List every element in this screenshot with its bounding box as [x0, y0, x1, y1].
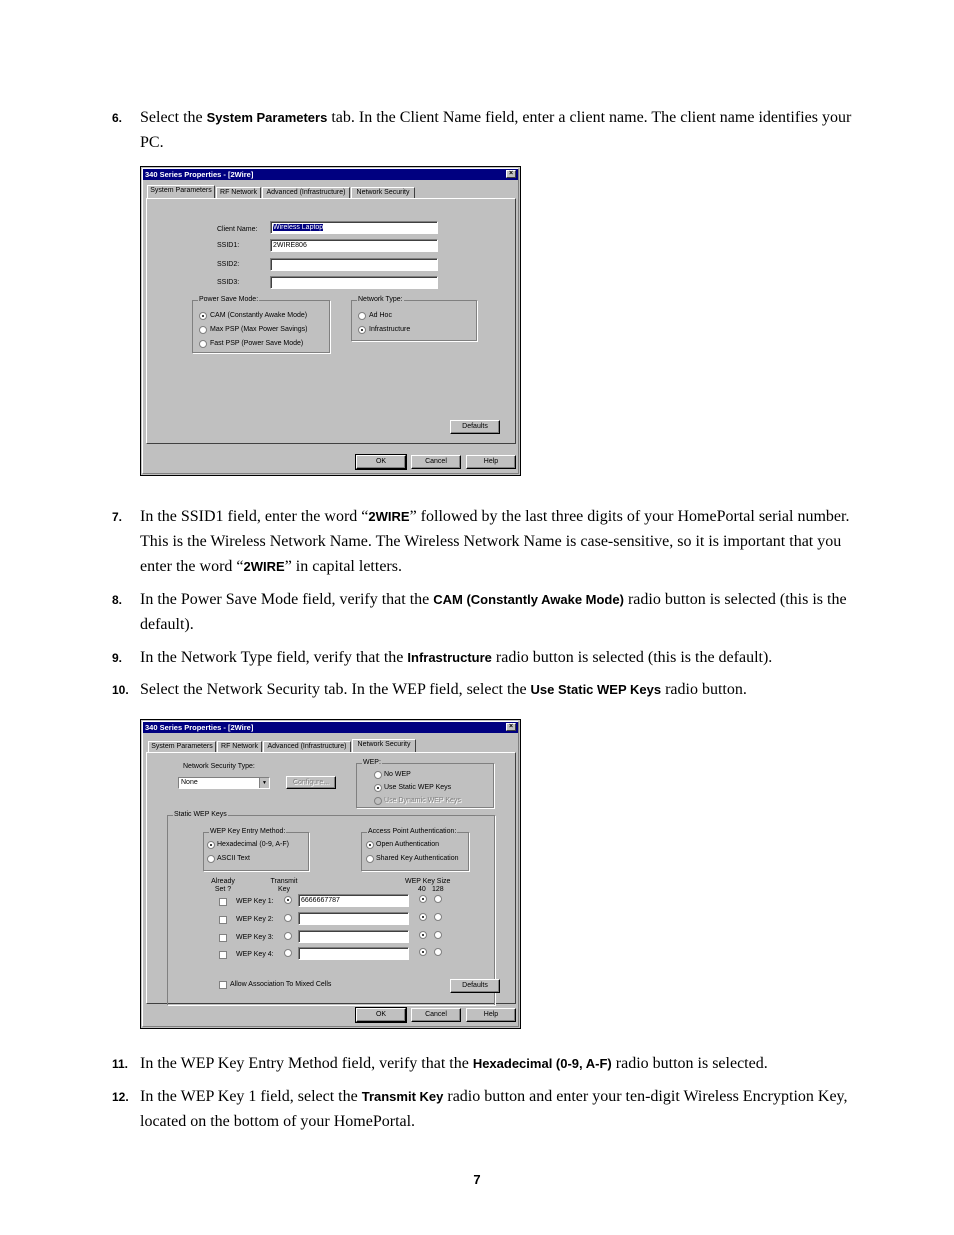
tab-rf-network[interactable]: RF Network — [217, 741, 262, 752]
step-8 — [112, 587, 852, 637]
tab-panel — [146, 198, 516, 444]
infrastructure-radio[interactable] — [358, 326, 366, 334]
tab-network-security[interactable]: Network Security — [351, 187, 415, 198]
wep-group — [356, 759, 494, 808]
already-set-header: Already Set ? — [211, 878, 235, 893]
step-number: 9. — [112, 651, 123, 665]
step-12 — [112, 1084, 852, 1134]
title-bar — [143, 722, 518, 733]
no-wep-radio[interactable] — [374, 771, 382, 779]
access-point-authentication-label: Access Point Authentication: — [368, 828, 457, 835]
ssid1-label: SSID1: — [217, 242, 240, 249]
defaults-button[interactable]: Defaults — [450, 420, 500, 434]
step-number: 12. — [112, 1090, 129, 1104]
close-icon[interactable]: × — [506, 723, 516, 731]
open-authentication-label: Open Authentication — [376, 841, 440, 848]
no-wep-label: No WEP — [384, 771, 411, 778]
shared-key-authentication-radio[interactable] — [366, 855, 374, 863]
step-9 — [112, 645, 852, 670]
chevron-down-icon[interactable]: ▼ — [259, 778, 269, 788]
key-size-128-radio-1[interactable] — [434, 895, 442, 903]
wep-key-size-128: 128 — [432, 886, 444, 893]
ad-hoc-label: Ad Hoc — [369, 312, 392, 319]
open-authentication-radio[interactable] — [366, 841, 374, 849]
wep-key-2-label: WEP Key 2: — [236, 916, 274, 923]
wep-key-3-input[interactable] — [298, 930, 409, 943]
step-number: 6. — [112, 111, 123, 125]
power-save-mode-group — [192, 296, 330, 353]
cam-radio[interactable] — [199, 312, 207, 320]
network-security-type-select[interactable]: None ▼ — [178, 777, 270, 789]
transmit-key-radio-2[interactable] — [284, 914, 292, 922]
hexadecimal-radio[interactable] — [207, 841, 215, 849]
ascii-text-label: ASCII Text — [217, 855, 250, 862]
key-size-128-radio-3[interactable] — [434, 931, 442, 939]
title-bar — [143, 169, 518, 180]
cancel-button[interactable]: Cancel — [411, 455, 461, 469]
tab-advanced-infrastructure[interactable]: Advanced (Infrastructure) — [263, 741, 351, 752]
tab-advanced-infrastructure[interactable]: Advanced (Infrastructure) — [262, 187, 350, 198]
defaults-button[interactable]: Defaults — [450, 979, 500, 993]
use-static-wep-keys-radio[interactable] — [374, 784, 382, 792]
mixed-cells-checkbox[interactable] — [219, 981, 227, 989]
static-wep-keys-group — [167, 811, 495, 1005]
ssid2-label: SSID2: — [217, 261, 240, 268]
ascii-text-radio[interactable] — [207, 855, 215, 863]
max-psp-radio[interactable] — [199, 326, 207, 334]
wep-key-1-input[interactable]: 6666667787 — [298, 894, 409, 907]
ad-hoc-radio[interactable] — [358, 312, 366, 320]
mixed-cells-label: Allow Association To Mixed Cells — [230, 981, 332, 988]
tab-rf-network[interactable]: RF Network — [216, 187, 261, 198]
fast-psp-radio[interactable] — [199, 340, 207, 348]
already-set-checkbox-2[interactable] — [219, 916, 227, 924]
transmit-key-radio-1[interactable] — [284, 896, 292, 904]
ssid3-label: SSID3: — [217, 279, 240, 286]
step-number: 10. — [112, 683, 129, 697]
cam-label: CAM (Constantly Awake Mode) — [210, 312, 308, 319]
already-set-checkbox-1[interactable] — [219, 898, 227, 906]
client-name-label: Client Name: — [217, 226, 258, 233]
wep-key-size-40: 40 — [418, 886, 426, 893]
use-dynamic-wep-keys-label: Use Dynamic WEP Keys — [384, 797, 461, 804]
max-psp-label: Max PSP (Max Power Savings) — [210, 326, 308, 333]
step-text: In the WEP Key 1 field, select the Transmit Key radio button and enter your ten-digit Wireless Encryption Key, located on the bottom of your HomePortal. — [140, 1088, 848, 1130]
step-6 — [112, 105, 852, 155]
fast-psp-label: Fast PSP (Power Save Mode) — [210, 340, 304, 347]
help-button[interactable]: Help — [466, 455, 516, 469]
step-number: 8. — [112, 593, 123, 607]
access-point-authentication-group — [361, 828, 469, 871]
wep-key-2-input[interactable] — [298, 912, 409, 925]
help-button[interactable]: Help — [466, 1008, 516, 1022]
use-dynamic-wep-keys-radio — [374, 797, 382, 805]
already-set-checkbox-3[interactable] — [219, 934, 227, 942]
network-type-label: Network Type: — [358, 296, 403, 303]
hexadecimal-label: Hexadecimal (0-9, A-F) — [217, 841, 289, 848]
wep-key-4-input[interactable] — [298, 947, 409, 960]
step-7 — [112, 504, 852, 579]
tab-panel — [146, 752, 516, 1004]
tab-network-security[interactable]: Network Security — [352, 739, 416, 752]
key-size-128-radio-2[interactable] — [434, 913, 442, 921]
transmit-key-radio-3[interactable] — [284, 932, 292, 940]
ssid1-input[interactable]: 2WIRE806 — [270, 239, 438, 252]
key-size-40-radio-3[interactable] — [419, 931, 427, 939]
infrastructure-label: Infrastructure — [369, 326, 411, 333]
properties-dialog-network-security — [140, 719, 521, 1029]
key-size-40-radio-4[interactable] — [419, 948, 427, 956]
wep-key-4-label: WEP Key 4: — [236, 951, 274, 958]
ssid3-input[interactable] — [270, 276, 438, 289]
dialog-title: 340 Series Properties - [2Wire] — [145, 723, 254, 732]
cancel-button[interactable]: Cancel — [411, 1008, 461, 1022]
network-security-type-label: Network Security Type: — [183, 763, 255, 770]
step-text: Select the Network Security tab. In the WEP field, select the Use Static WEP Keys radio button. — [140, 681, 747, 698]
close-icon[interactable]: × — [506, 170, 516, 178]
wep-label: WEP: — [363, 759, 381, 766]
step-text: Select the System Parameters tab. In the Client Name field, enter a client name. The client name identifies your PC. — [140, 109, 852, 151]
tab-system-parameters[interactable]: System Parameters — [148, 741, 216, 752]
wep-key-entry-method-label: WEP Key Entry Method: — [210, 828, 286, 835]
step-text: In the SSID1 field, enter the word “2WIRE” followed by the last three digits of your HomePortal serial number. This is the Wireless Network Name. The Wireless Network Name is case-sensitive, so it is important that you enter the word “2WIRE” in capital letters. — [140, 508, 850, 575]
step-number: 11. — [112, 1057, 129, 1071]
configure-button: Configure... — [286, 776, 336, 789]
step-text: In the Network Type field, verify that the Infrastructure radio button is selected (this is the default). — [140, 649, 773, 666]
use-static-wep-keys-label: Use Static WEP Keys — [384, 784, 452, 791]
step-number: 7. — [112, 510, 123, 524]
step-text: In the WEP Key Entry Method field, verify that the Hexadecimal (0-9, A-F) radio button is selected. — [140, 1055, 768, 1072]
key-size-128-radio-4[interactable] — [434, 948, 442, 956]
wep-key-3-label: WEP Key 3: — [236, 934, 274, 941]
static-wep-keys-label: Static WEP Keys — [174, 811, 227, 818]
wep-key-1-label: WEP Key 1: — [236, 898, 274, 905]
properties-dialog-system-parameters — [140, 166, 521, 476]
key-size-40-radio-2[interactable] — [419, 913, 427, 921]
ok-button[interactable]: OK — [356, 1008, 406, 1022]
wep-key-size-header: WEP Key Size — [405, 878, 451, 885]
page-number: 7 — [473, 1172, 481, 1187]
step-10 — [112, 677, 852, 702]
client-name-input[interactable]: Wireless Laptop — [270, 221, 438, 234]
shared-key-authentication-label: Shared Key Authentication — [376, 855, 459, 862]
power-save-mode-label: Power Save Mode: — [199, 296, 259, 303]
already-set-checkbox-4[interactable] — [219, 951, 227, 959]
step-11 — [112, 1051, 852, 1076]
tab-system-parameters[interactable]: System Parameters — [147, 185, 215, 198]
step-text: In the Power Save Mode field, verify that the CAM (Constantly Awake Mode) radio button is selected (this is the default). — [140, 591, 847, 633]
network-type-group — [351, 296, 477, 341]
transmit-key-radio-4[interactable] — [284, 949, 292, 957]
wep-key-entry-method-group — [203, 828, 309, 871]
ok-button[interactable]: OK — [356, 455, 406, 469]
transmit-key-header: Transmit Key — [270, 878, 298, 893]
ssid2-input[interactable] — [270, 258, 438, 271]
key-size-40-radio-1[interactable] — [419, 895, 427, 903]
dialog-title: 340 Series Properties - [2Wire] — [145, 170, 254, 179]
